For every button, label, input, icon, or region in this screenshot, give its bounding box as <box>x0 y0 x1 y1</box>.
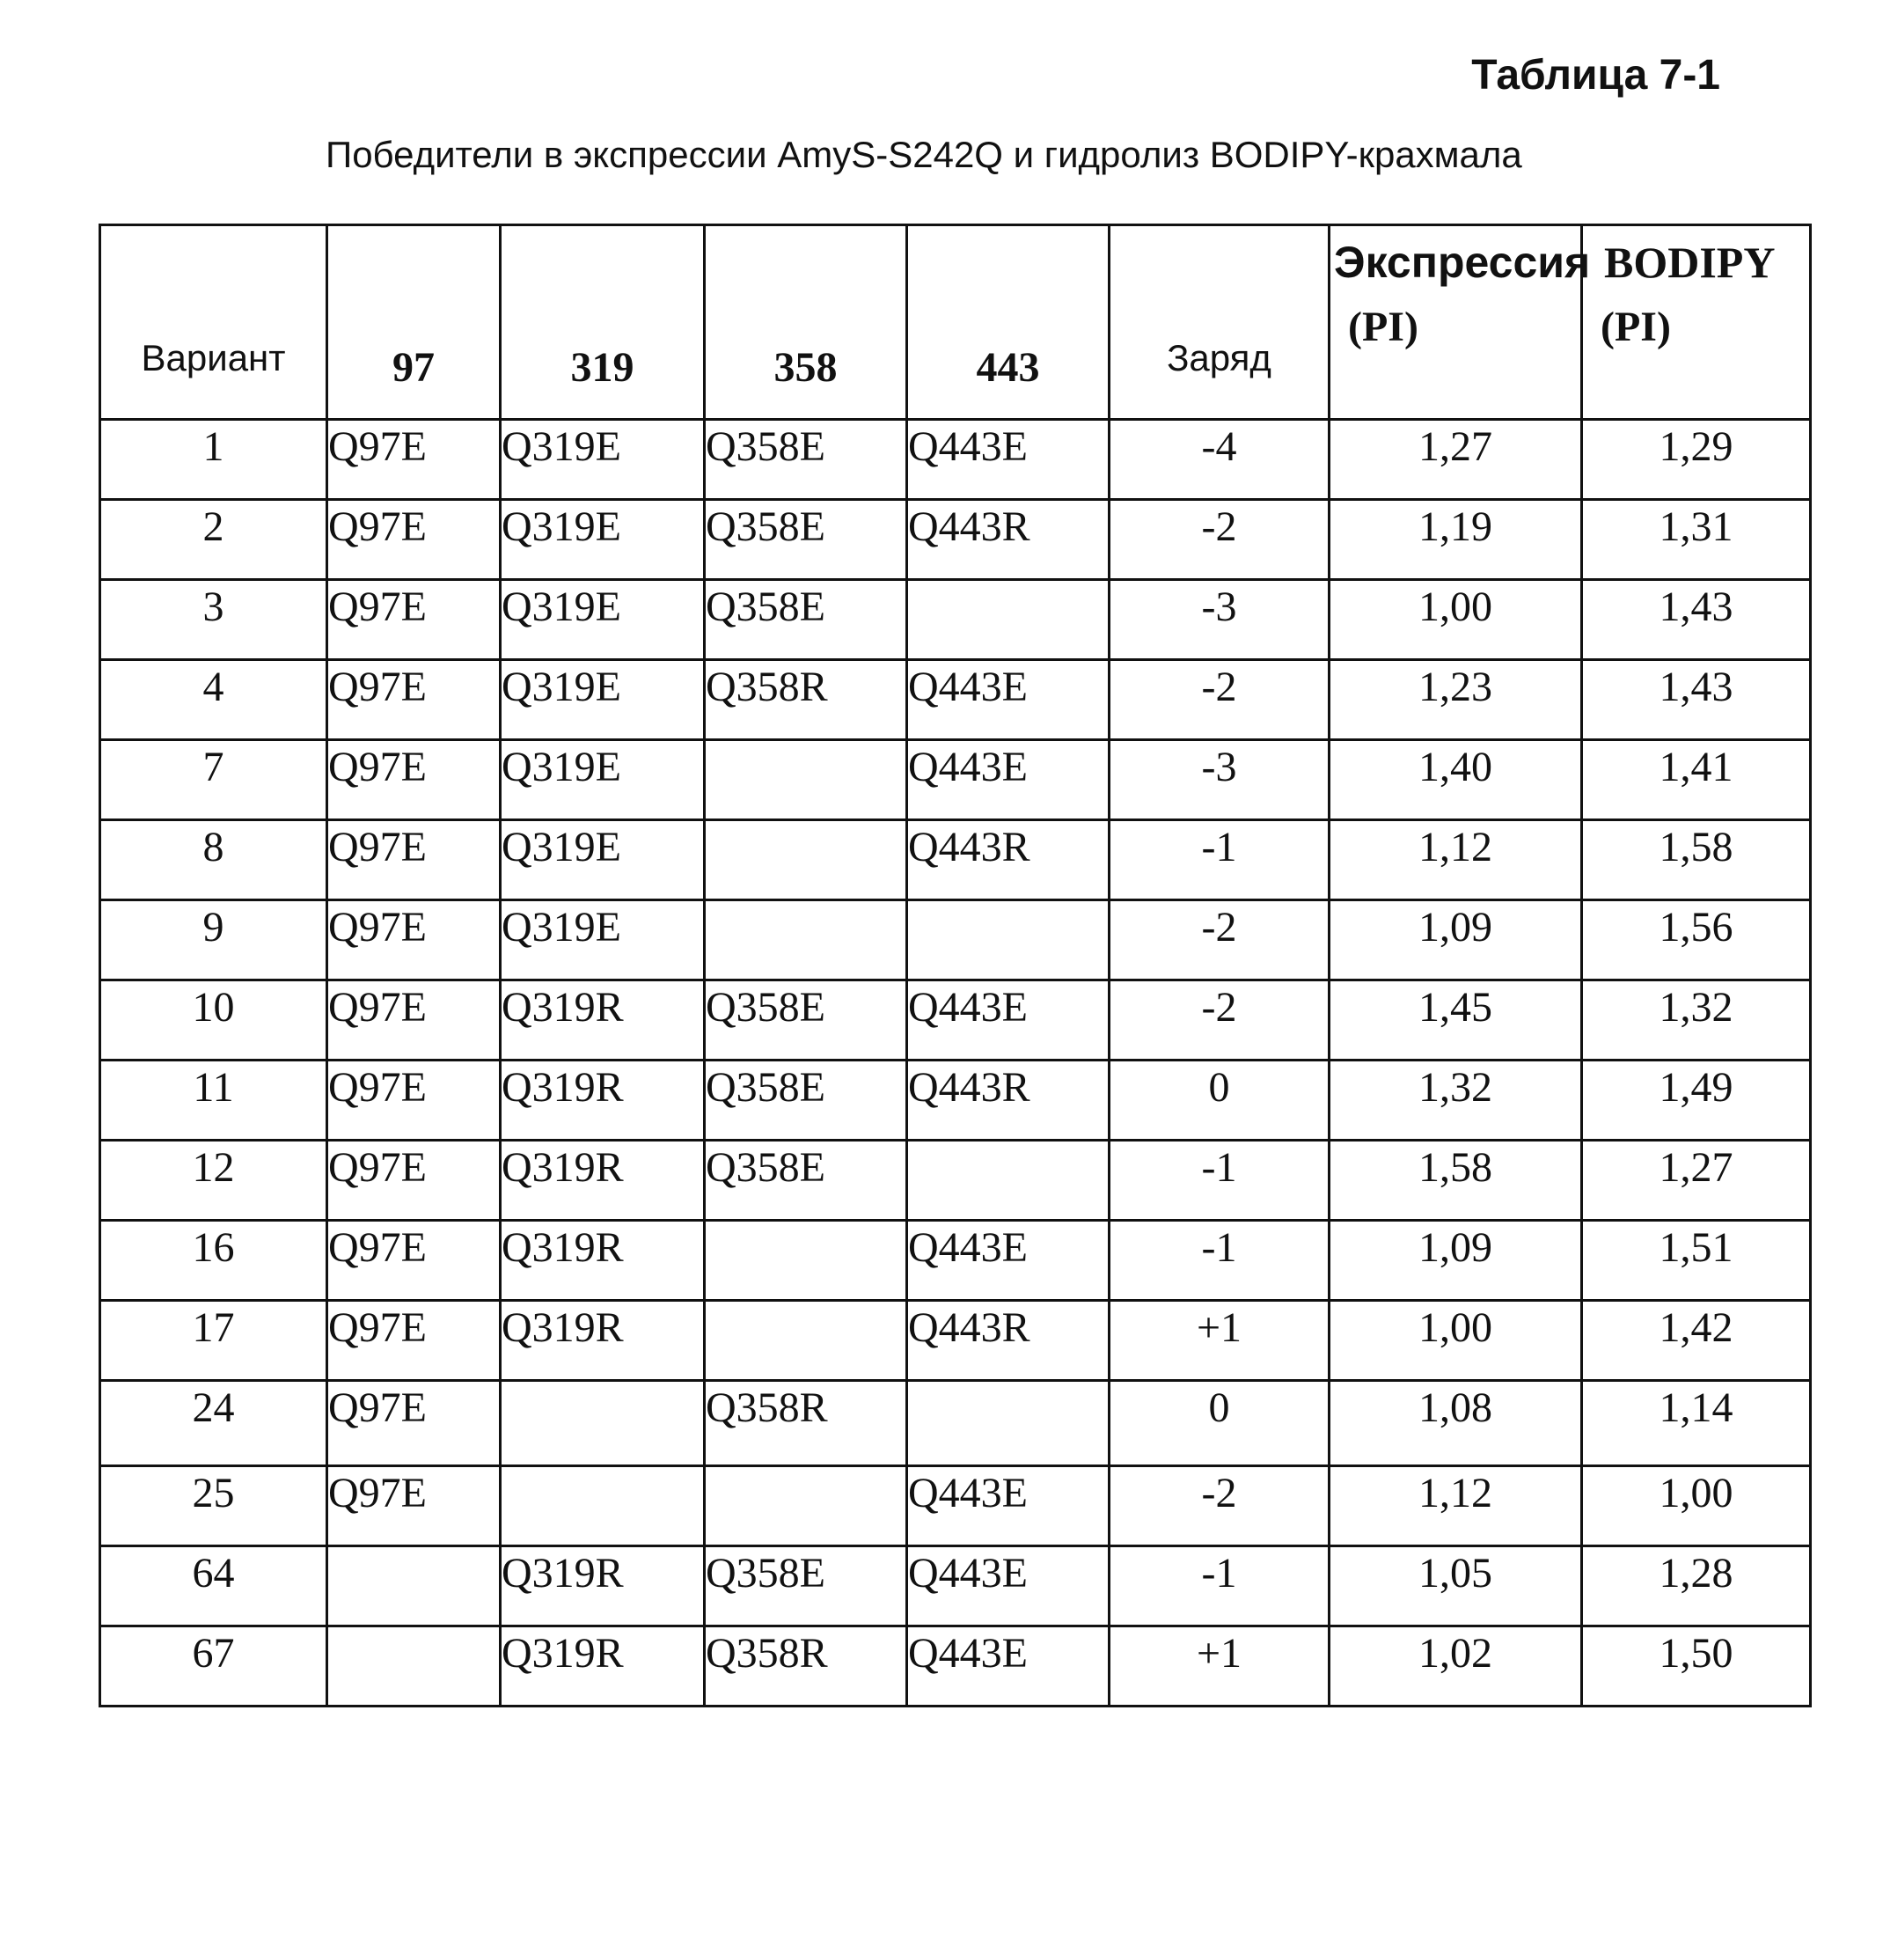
cell-pos97: Q97E <box>327 1141 501 1221</box>
cell-bodipy: 1,32 <box>1582 980 1811 1061</box>
cell-expression: 1,09 <box>1330 1221 1582 1301</box>
cell-bodipy: 1,42 <box>1582 1301 1811 1381</box>
cell-charge: -2 <box>1110 1466 1330 1546</box>
table-row <box>100 500 1811 580</box>
cell-charge: -2 <box>1110 900 1330 980</box>
cell-charge: -3 <box>1110 580 1330 660</box>
table-row <box>100 660 1811 740</box>
cell-expression: 1,32 <box>1330 1061 1582 1141</box>
cell-pos443: Q443E <box>907 1466 1110 1546</box>
cell-pos319: Q319R <box>501 1141 705 1221</box>
cell-variant: 67 <box>100 1626 327 1707</box>
cell-pos358 <box>705 900 907 980</box>
cell-charge: -1 <box>1110 1141 1330 1221</box>
header-358: 358 <box>705 225 907 420</box>
cell-pos97: Q97E <box>327 820 501 900</box>
table-number: Таблица 7-1 <box>1471 52 1720 99</box>
header-bodipy-unit: (PI) <box>1601 304 1671 350</box>
cell-charge: -4 <box>1110 420 1330 500</box>
cell-expression: 1,19 <box>1330 500 1582 580</box>
cell-pos97: Q97E <box>327 1301 501 1381</box>
cell-pos358: Q358E <box>705 980 907 1061</box>
cell-pos358: Q358E <box>705 420 907 500</box>
cell-variant: 2 <box>100 500 327 580</box>
cell-pos358 <box>705 1301 907 1381</box>
cell-variant: 4 <box>100 660 327 740</box>
cell-pos97: Q97E <box>327 660 501 740</box>
cell-bodipy: 1,56 <box>1582 900 1811 980</box>
table-row <box>100 1301 1811 1381</box>
header-bodipy-title: BODIPY <box>1604 238 1776 287</box>
table-body <box>100 420 1811 1707</box>
cell-charge: 0 <box>1110 1381 1330 1466</box>
header-443: 443 <box>907 225 1110 420</box>
cell-variant: 16 <box>100 1221 327 1301</box>
cell-variant: 7 <box>100 740 327 820</box>
cell-pos358: Q358R <box>705 1381 907 1466</box>
cell-pos443: Q443E <box>907 660 1110 740</box>
header-expression-unit: (PI) <box>1348 304 1418 350</box>
cell-pos319 <box>501 1466 705 1546</box>
cell-pos443: Q443R <box>907 1301 1110 1381</box>
cell-expression: 1,02 <box>1330 1626 1582 1707</box>
cell-expression: 1,58 <box>1330 1141 1582 1221</box>
table-row <box>100 980 1811 1061</box>
table-row <box>100 1381 1811 1466</box>
header-row <box>100 225 1811 420</box>
cell-pos319: Q319E <box>501 660 705 740</box>
cell-pos358: Q358E <box>705 1141 907 1221</box>
cell-variant: 24 <box>100 1381 327 1466</box>
cell-expression: 1,12 <box>1330 1466 1582 1546</box>
cell-pos358 <box>705 1221 907 1301</box>
header-expression-title: Экспрессия <box>1334 238 1591 287</box>
cell-pos443 <box>907 900 1110 980</box>
cell-bodipy: 1,43 <box>1582 580 1811 660</box>
cell-bodipy: 1,43 <box>1582 660 1811 740</box>
cell-pos319: Q319R <box>501 980 705 1061</box>
header-319: 319 <box>501 225 705 420</box>
cell-pos443 <box>907 580 1110 660</box>
cell-pos97 <box>327 1626 501 1707</box>
cell-pos97: Q97E <box>327 980 501 1061</box>
cell-pos358 <box>705 740 907 820</box>
cell-pos319: Q319E <box>501 420 705 500</box>
cell-pos358: Q358E <box>705 580 907 660</box>
cell-pos443: Q443R <box>907 500 1110 580</box>
cell-pos319: Q319R <box>501 1301 705 1381</box>
cell-pos443: Q443E <box>907 1221 1110 1301</box>
cell-expression: 1,45 <box>1330 980 1582 1061</box>
table-row <box>100 1546 1811 1626</box>
table-row <box>100 900 1811 980</box>
cell-pos319: Q319E <box>501 740 705 820</box>
cell-variant: 8 <box>100 820 327 900</box>
cell-charge: -1 <box>1110 1221 1330 1301</box>
cell-pos443: Q443R <box>907 1061 1110 1141</box>
cell-charge: -2 <box>1110 660 1330 740</box>
cell-pos319: Q319R <box>501 1626 705 1707</box>
cell-charge: +1 <box>1110 1301 1330 1381</box>
cell-bodipy: 1,00 <box>1582 1466 1811 1546</box>
cell-bodipy: 1,14 <box>1582 1381 1811 1466</box>
cell-charge: -2 <box>1110 980 1330 1061</box>
cell-expression: 1,23 <box>1330 660 1582 740</box>
header-bodipy <box>1582 225 1811 420</box>
cell-expression: 1,05 <box>1330 1546 1582 1626</box>
cell-pos97: Q97E <box>327 740 501 820</box>
cell-pos443 <box>907 1141 1110 1221</box>
cell-pos319 <box>501 1381 705 1466</box>
cell-pos358: Q358R <box>705 660 907 740</box>
cell-pos319: Q319E <box>501 820 705 900</box>
cell-pos443: Q443E <box>907 740 1110 820</box>
header-97: 97 <box>327 225 501 420</box>
cell-pos319: Q319R <box>501 1061 705 1141</box>
cell-pos97: Q97E <box>327 1061 501 1141</box>
cell-pos319: Q319E <box>501 900 705 980</box>
header-expression <box>1330 225 1591 420</box>
table-caption: Победители в экспрессии AmyS-S242Q и гидролиз BODIPY-крахмала <box>326 134 1522 175</box>
cell-pos319: Q319R <box>501 1221 705 1301</box>
header-charge: Заряд <box>1110 225 1330 420</box>
cell-pos358 <box>705 1466 907 1546</box>
table-row <box>100 1141 1811 1221</box>
cell-bodipy: 1,27 <box>1582 1141 1811 1221</box>
cell-variant: 1 <box>100 420 327 500</box>
cell-pos443: Q443R <box>907 820 1110 900</box>
cell-pos443: Q443E <box>907 1546 1110 1626</box>
cell-charge: -1 <box>1110 1546 1330 1626</box>
cell-charge: 0 <box>1110 1061 1330 1141</box>
cell-charge: -3 <box>1110 740 1330 820</box>
cell-pos97: Q97E <box>327 1381 501 1466</box>
cell-pos443: Q443E <box>907 980 1110 1061</box>
cell-pos97: Q97E <box>327 1466 501 1546</box>
cell-variant: 64 <box>100 1546 327 1626</box>
cell-bodipy: 1,29 <box>1582 420 1811 500</box>
cell-charge: -1 <box>1110 820 1330 900</box>
cell-expression: 1,12 <box>1330 820 1582 900</box>
table-row <box>100 580 1811 660</box>
cell-bodipy: 1,49 <box>1582 1061 1811 1141</box>
cell-pos319: Q319E <box>501 580 705 660</box>
cell-pos358: Q358E <box>705 1546 907 1626</box>
table-row <box>100 420 1811 500</box>
cell-pos97: Q97E <box>327 500 501 580</box>
table-row <box>100 1221 1811 1301</box>
cell-bodipy: 1,31 <box>1582 500 1811 580</box>
cell-pos97: Q97E <box>327 900 501 980</box>
cell-bodipy: 1,41 <box>1582 740 1811 820</box>
cell-expression: 1,27 <box>1330 420 1582 500</box>
cell-variant: 9 <box>100 900 327 980</box>
cell-variant: 11 <box>100 1061 327 1141</box>
cell-variant: 10 <box>100 980 327 1061</box>
cell-expression: 1,08 <box>1330 1381 1582 1466</box>
cell-variant: 3 <box>100 580 327 660</box>
cell-expression: 1,09 <box>1330 900 1582 980</box>
cell-variant: 12 <box>100 1141 327 1221</box>
header-variant: Вариант <box>100 225 327 420</box>
variants-table <box>99 224 1812 1707</box>
table-row <box>100 1061 1811 1141</box>
table-row <box>100 740 1811 820</box>
cell-bodipy: 1,58 <box>1582 820 1811 900</box>
cell-pos97: Q97E <box>327 580 501 660</box>
cell-expression: 1,00 <box>1330 1301 1582 1381</box>
cell-expression: 1,40 <box>1330 740 1582 820</box>
table-row <box>100 1466 1811 1546</box>
table-row <box>100 820 1811 900</box>
cell-variant: 25 <box>100 1466 327 1546</box>
cell-pos443: Q443E <box>907 1626 1110 1707</box>
cell-pos358: Q358R <box>705 1626 907 1707</box>
cell-bodipy: 1,50 <box>1582 1626 1811 1707</box>
cell-pos97: Q97E <box>327 420 501 500</box>
cell-variant: 17 <box>100 1301 327 1381</box>
cell-pos358: Q358E <box>705 1061 907 1141</box>
cell-pos443: Q443E <box>907 420 1110 500</box>
cell-pos358 <box>705 820 907 900</box>
cell-bodipy: 1,51 <box>1582 1221 1811 1301</box>
cell-pos97: Q97E <box>327 1221 501 1301</box>
cell-pos97 <box>327 1546 501 1626</box>
cell-charge: +1 <box>1110 1626 1330 1707</box>
cell-expression: 1,00 <box>1330 580 1582 660</box>
table-row <box>100 1626 1811 1707</box>
cell-pos319: Q319E <box>501 500 705 580</box>
cell-charge: -2 <box>1110 500 1330 580</box>
cell-pos319: Q319R <box>501 1546 705 1626</box>
cell-pos358: Q358E <box>705 500 907 580</box>
cell-pos443 <box>907 1381 1110 1466</box>
cell-bodipy: 1,28 <box>1582 1546 1811 1626</box>
